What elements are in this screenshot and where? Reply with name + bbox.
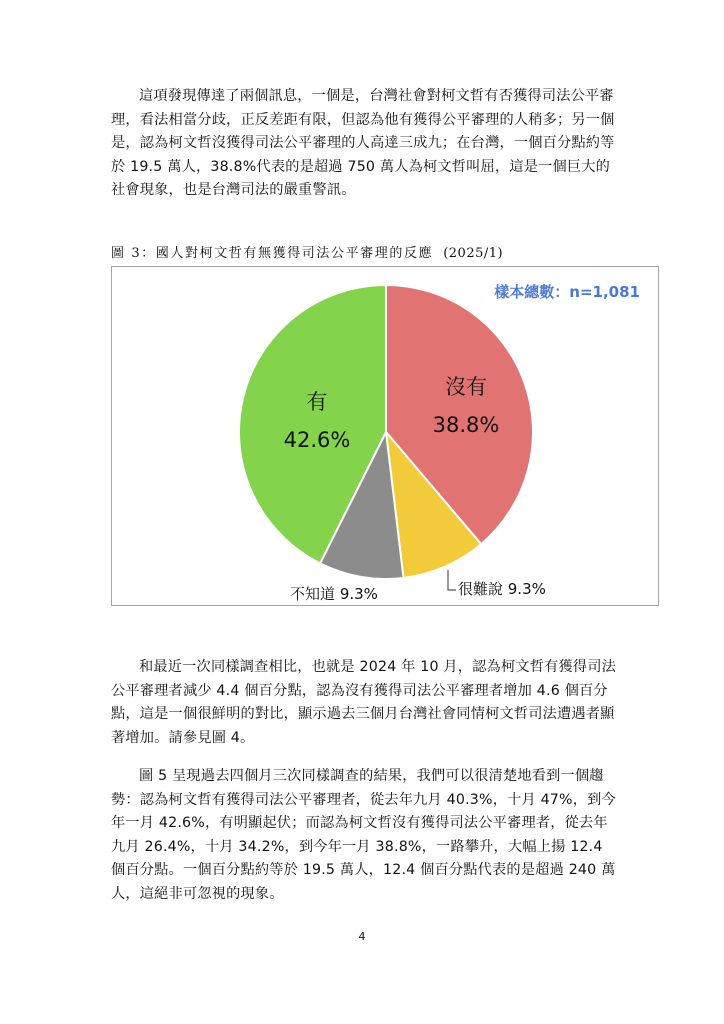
slice-label-dont-know: 不知道 9.3% (290, 585, 378, 603)
slice-label-no: 沒有 (445, 375, 487, 399)
figure-caption-date: (2025/1) (443, 246, 504, 261)
pie-chart (112, 267, 660, 607)
sample-size-annotation: 樣本總數：n=1,081 (494, 283, 640, 301)
slice-value-no: 38.8% (432, 413, 500, 437)
comparison-paragraph: 和最近一次同樣調查相比，也就是 2024 年 10 月，認為柯文哲有獲得司法公平審理者減少 4.4 個百分點，認為沒有獲得司法公平審理者增加 4.6 個百分點，這是一個很鮮明的對比，顯示過去三個月台灣社會同情柯文哲司法遭遇者顯著增加。請參見圖 4。 (111, 659, 617, 746)
trend-paragraph: 圖 5 呈現過去四個月三次同樣調查的結果，我們可以很清楚地看到一個趨勢：認為柯文哲有獲得司法公平審理者，從去年九月 40.3%，十月 47%，到今年一月 42.6%，有明顯起伏；而認為柯文哲沒有獲得司法公平審理者，從去年九月 26.4%，十月 34.2%，到今年一月 38.8%，一路攀升，大幅上揚 12.4 個百分點。一個百分點約等於 19.5 萬人，12.4 個百分點代表的是超過 240 萬人，這絕非可忽視的現象。 (111, 768, 616, 902)
figure-caption (111, 242, 503, 261)
figure-caption-title: 圖 3：國人對柯文哲有無獲得司法公平審理的反應 (111, 246, 434, 261)
slice-label-hard-to-say: 很難說 9.3% (458, 580, 546, 598)
callout-line (448, 570, 456, 590)
slice-value-yes: 42.6% (283, 428, 351, 452)
slice-label-yes: 有 (306, 390, 328, 414)
page-number: 4 (358, 930, 366, 943)
intro-paragraph: 這項發現傳達了兩個訊息，一個是，台灣社會對柯文哲有否獲得司法公平審理，看法相當分歧，正反差距有限，但認為他有獲得公平審理的人稍多；另一個是，認為柯文哲沒獲得司法公平審理的人高達三成九；在台灣，一個百分點約等於 19.5 萬人，38.8%代表的是超過 750 萬人為柯文哲叫屈，這是一個巨大的社會現象，也是台灣司法的嚴重警訊。 (111, 88, 615, 198)
pie-chart-frame (111, 266, 659, 606)
